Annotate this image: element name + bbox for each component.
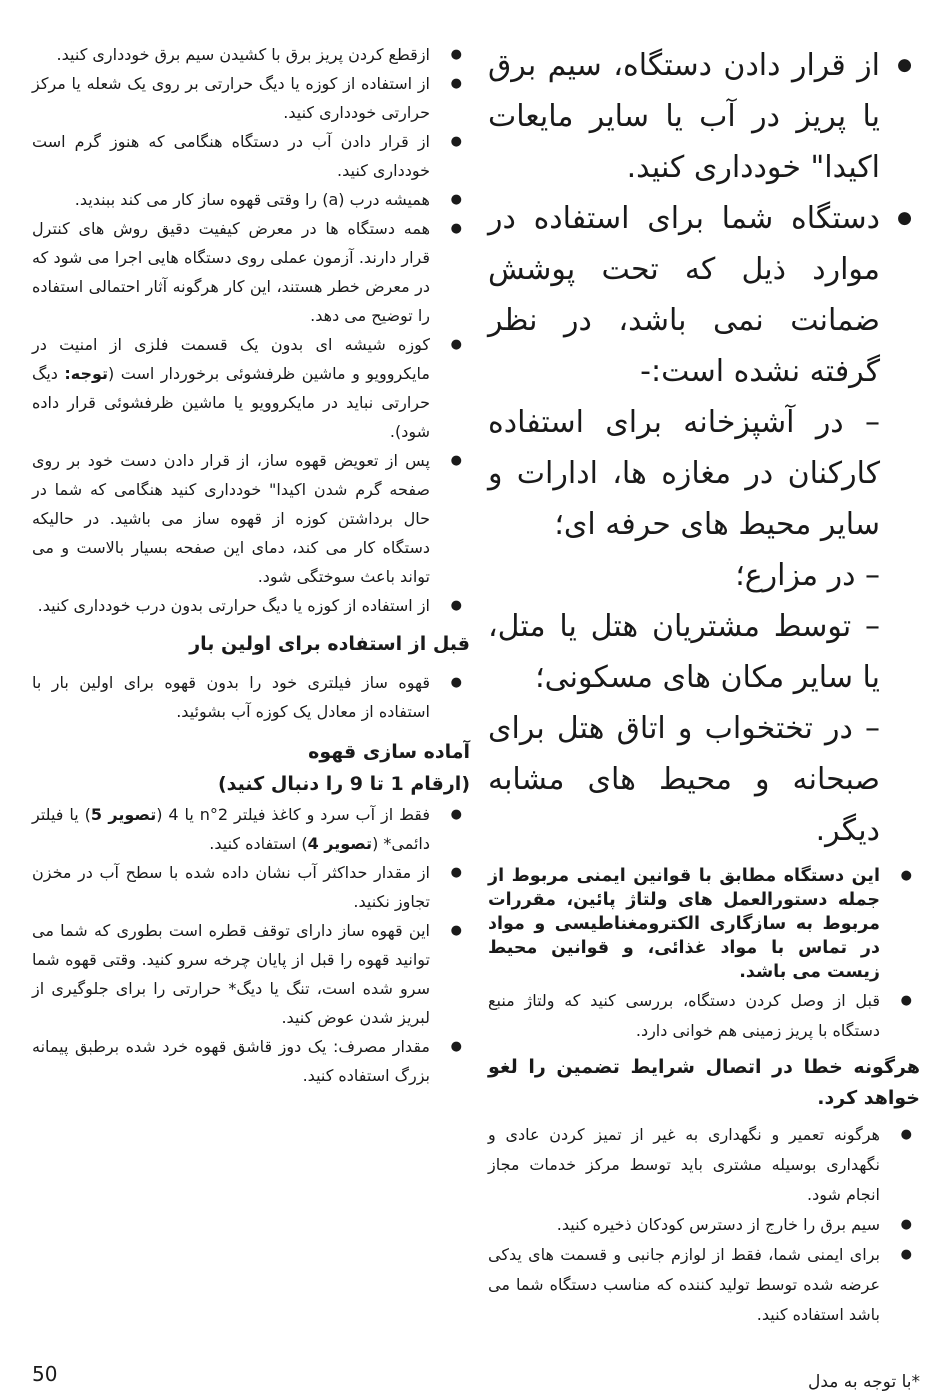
page-number: 50 xyxy=(32,1362,58,1386)
filter-text-2: ) یا فیلتر دائمی* ( xyxy=(32,805,430,853)
list-item: ● ازقطع کردن پریز برق با کشیدن سیم برق خودداری کنید. xyxy=(32,40,470,69)
list-item xyxy=(488,40,920,193)
warranty-warning: هرگونه خطا در اتصال شرایط تضمین را لغو خواهد کرد. xyxy=(488,1056,920,1109)
list-item: ● همیشه درب (a) را وقتی قهوه ساز کار می کند ببندید. xyxy=(32,185,470,214)
glass-text-1: کوزه شیشه ای بدون یک قسمت فلزی از امنیت در مایکروویو و ماشین ظرفشوئی برخوردار است ( xyxy=(32,335,431,383)
list-item-text: دستگاه شما برای استفاده در موارد ذیل که تحت پوشش ضمانت نمی باشد، در نظر گرفته نشده است:- xyxy=(488,201,880,389)
safety-list xyxy=(32,40,470,620)
filter-text-3: ) استفاده کنید. xyxy=(209,834,308,853)
note-label: توجه: xyxy=(64,364,109,383)
maintenance-list xyxy=(488,1120,920,1330)
list-item: ● این قهوه ساز دارای توقف قطره است بطوری که شما می توانید قهوه را قبل از پایان چرخه سرو کنید. وقتی قهوه شما سرو شده است، تنگ یا دیگ* حرارتی را برای جلوگیری از لبریز شدن عوض کنید. xyxy=(32,916,470,1032)
list-item: ● هرگونه تعمیر و نگهداری به غیر از تمیز کردن عادی و نگهداری بوسیله مشتری باید توسط مرکز خدمات مجاز انجام شود. xyxy=(488,1120,920,1210)
voltage-list xyxy=(488,986,920,1046)
sub-item: – توسط مشتریان هتل یا متل، یا سایر مکان های مسکونی؛ xyxy=(488,609,880,695)
prep-heading: آماده سازی قهوه xyxy=(308,741,470,763)
list-item xyxy=(32,800,470,858)
list-item: ● از استفاده از کوزه یا دیگ حرارتی بدون درب خودداری کنید. xyxy=(32,591,470,620)
list-item: ● قهوه ساز فیلتری خود را بدون قهوه برای اولین بار با استفاده از معادل یک کوزه آب بشوئید. xyxy=(32,668,470,726)
filter-text-1: فقط از آب سرد و کاغذ فیلتر n°2 یا 4 ( xyxy=(156,805,431,824)
prep-list xyxy=(32,800,470,1090)
sub-item: – در مزارع؛ xyxy=(735,558,880,593)
first-use-heading: قبل از استفاده برای اولین بار xyxy=(189,633,470,655)
sub-item: – در آشپزخانه برای استفاده کارکنان در مغازه ها، ادارات و سایر محیط های حرفه ای؛ xyxy=(488,405,880,542)
left-column xyxy=(32,40,470,1090)
sub-item: – در تختخواب و اتاق هتل برای صبحانه و محیط های مشابه دیگر. xyxy=(488,711,880,848)
list-item: ● سیم برق را خارج از دسترس کودکان ذخیره کنید. xyxy=(488,1210,920,1240)
figure-ref-4: تصویر 4 xyxy=(307,834,373,853)
list-item: ● از قرار دادن آب در دستگاه هنگامی که هنوز گرم است خودداری کنید. xyxy=(32,127,470,185)
figure-ref-5: تصویر 5 xyxy=(90,805,157,824)
list-item: ● از استفاده از کوزه یا دیگ حرارتی بر روی یک شعله یا مرکز حرارتی خودداری کنید. xyxy=(32,69,470,127)
list-item: ● از مقدار حداکثر آب نشان داده شده با سطح آب در مخزن تجاوز نکنید. xyxy=(32,858,470,916)
glass-text-2: دیگ حرارتی نباید در مایکروویو یا ماشین ظرفشوئی قرار داده شود). xyxy=(32,364,430,441)
first-use-list xyxy=(32,668,470,726)
list-item: ● این دستگاه مطابق با قوانین ایمنی مربوط از جمله دستورالعمل های ولتاژ پائین، مقررات مربوط به سازگاری الکترومغناطیسی و مواد در تماس با مواد غذائی، و قوانین محیط زیست می باشد. xyxy=(488,864,920,984)
list-item xyxy=(488,193,920,856)
compliance-list xyxy=(488,864,920,984)
list-item: ● همه دستگاه ها در معرض کیفیت دقیق روش های کنترل قرار دارند. آزمون عملی روی دستگاه هایی اجرا می شود که در معرض خطر هستند، این کار هرگونه آثار احتمالی استفاده را توضیح می دهد. xyxy=(32,214,470,330)
list-item: ● مقدار مصرف: یک دوز قاشق قهوه خرد شده برطبق پیمانه بزرگ استفاده کنید. xyxy=(32,1032,470,1090)
exclusion-sublist xyxy=(488,397,880,856)
list-item: ● برای ایمنی شما، فقط از لوازم جانبی و قسمت های یدکی عرضه شده توسط تولید کننده که مناسب دستگاه شما می باشد استفاده کنید. xyxy=(488,1240,920,1330)
large-bullet-list xyxy=(488,40,920,856)
list-item: ● پس از تعویض قهوه ساز، از قرار دادن دست خود بر روی صفحه گرم شدن اکیدا" خودداری کنید هنگامی که شما در حال برداشتن کوزه از قهوه ساز می باشید. در حالیکه دستگاه کار می کند، دمای این صفحه بسیار بالاست و می تواند باعث سوختگی شود. xyxy=(32,446,470,591)
list-item: ● قبل از وصل کردن دستگاه، بررسی کنید که ولتاژ منبع دستگاه با پریز زمینی هم خوانی دارد. xyxy=(488,986,920,1046)
right-column xyxy=(488,40,920,1330)
list-item-text: از قرار دادن دستگاه، سیم برق یا پریز در آب یا سایر مایعات اکیدا" خودداری کنید. xyxy=(488,48,880,185)
list-item xyxy=(32,330,470,446)
footnote: *با توجه به مدل xyxy=(808,1372,920,1392)
prep-subheading: (ارقام 1 تا 9 را دنبال کنید) xyxy=(218,773,470,795)
